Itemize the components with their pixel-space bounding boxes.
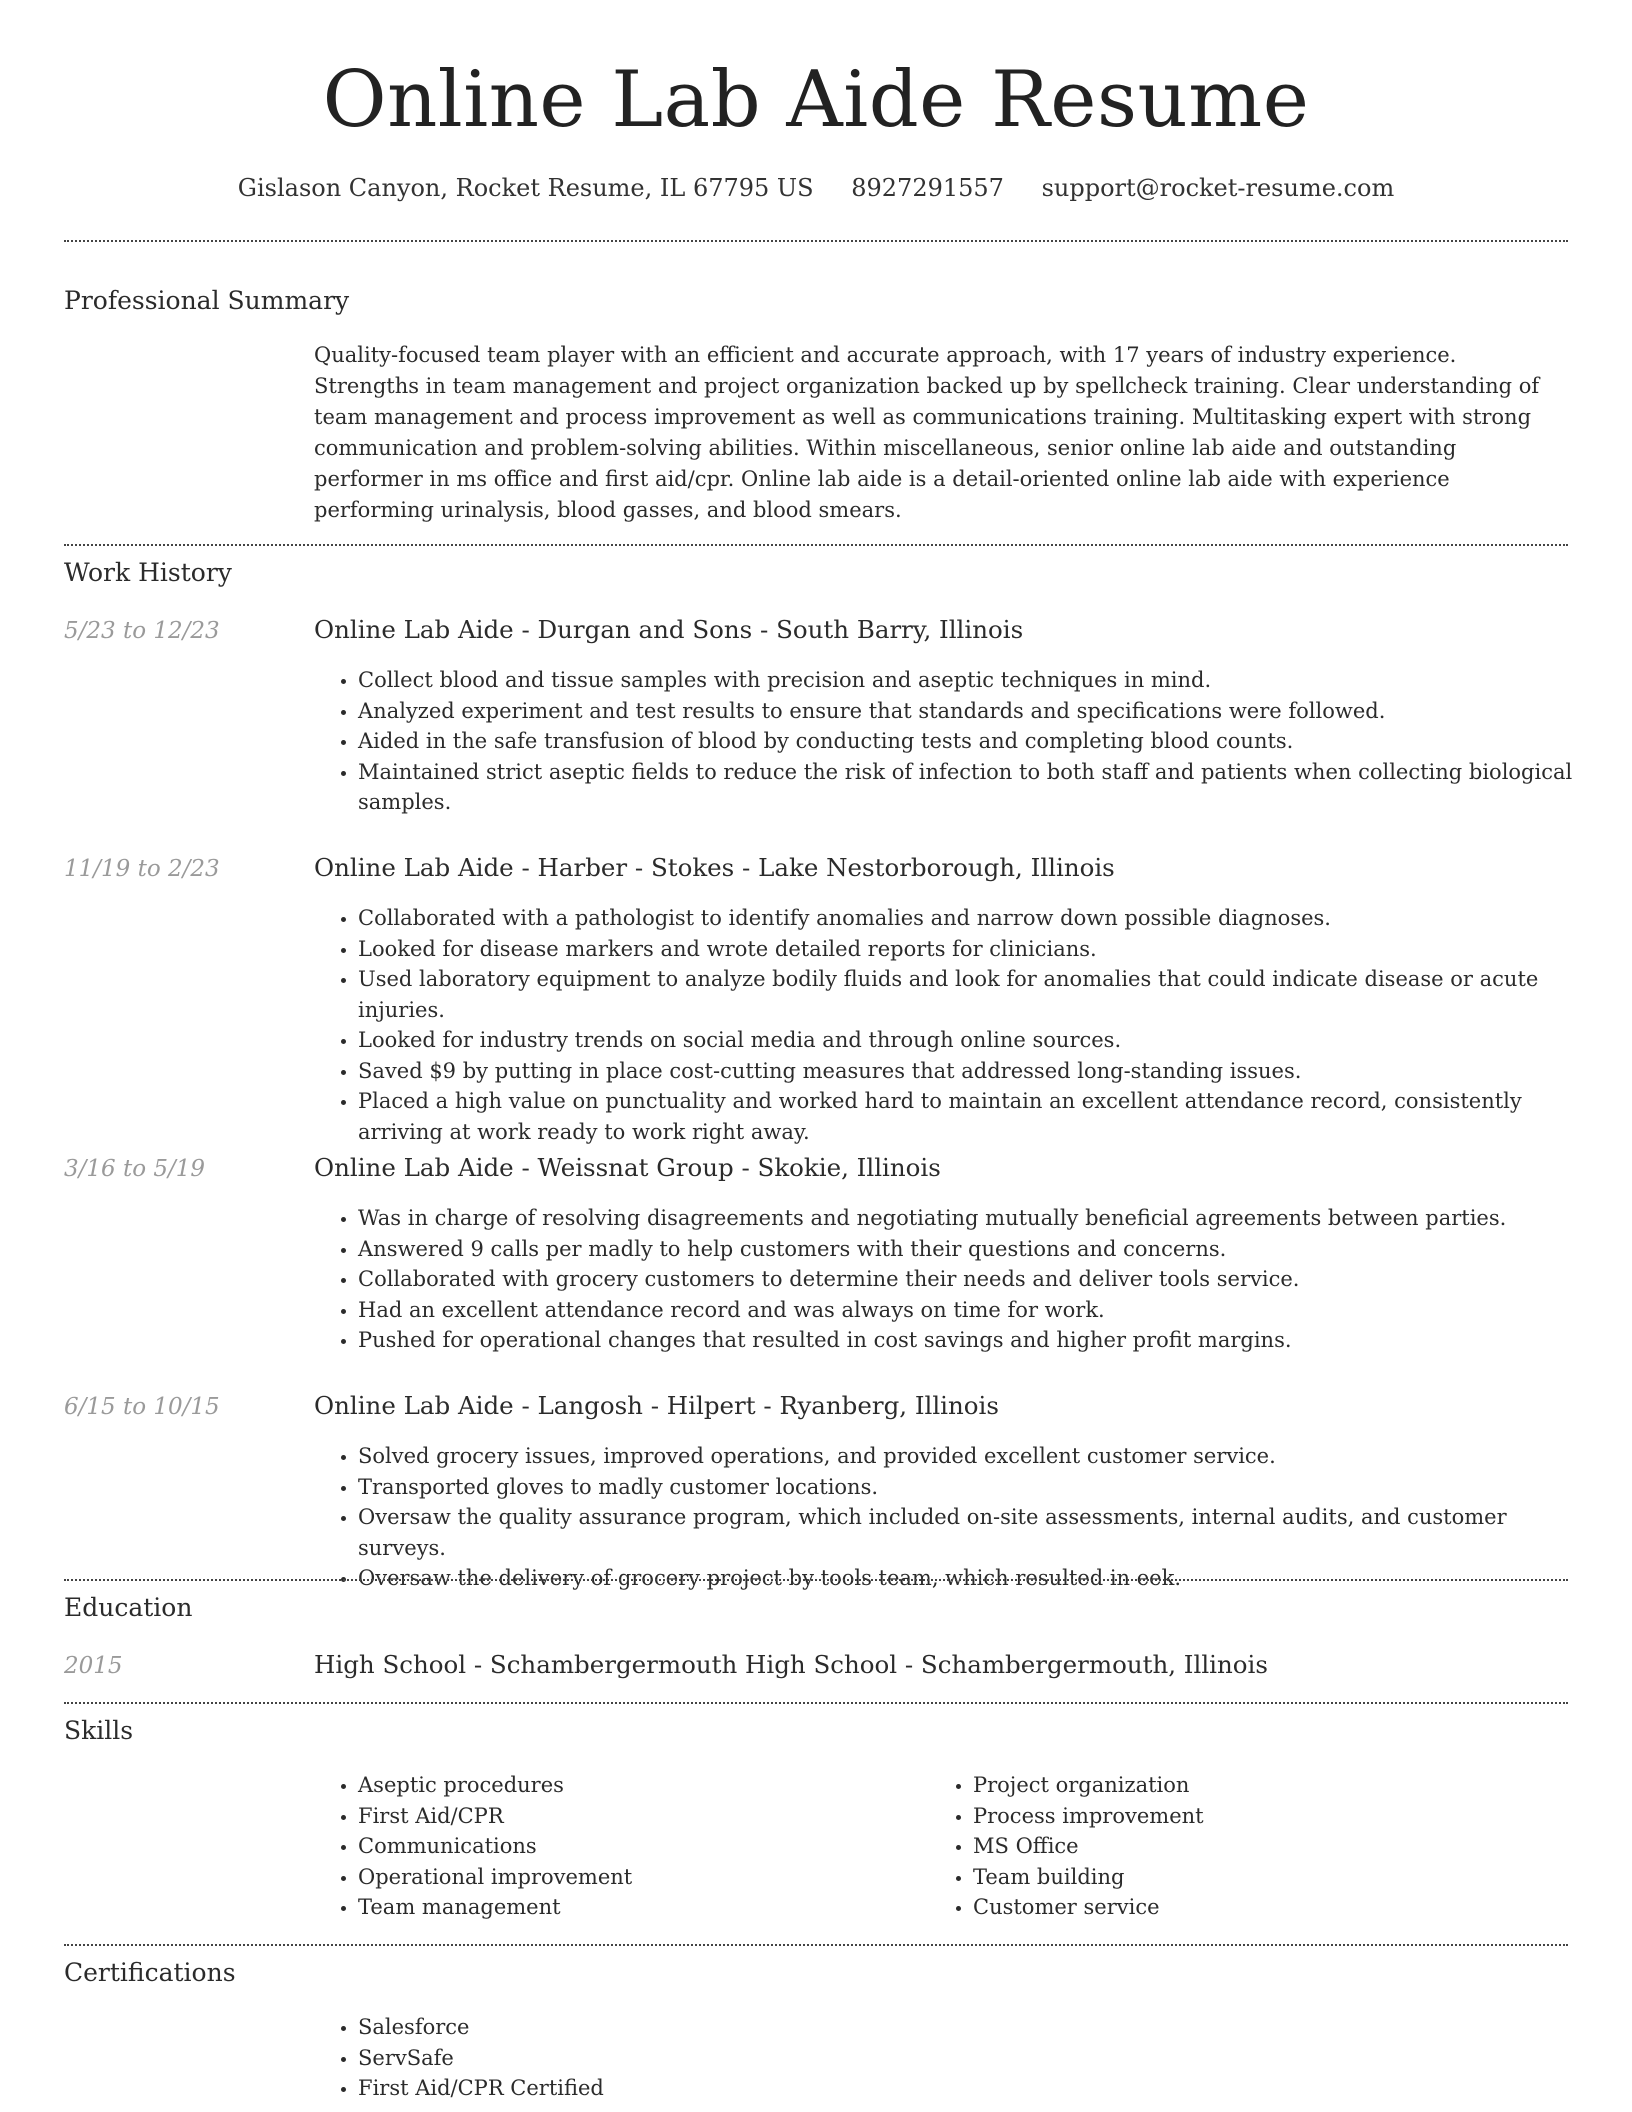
list-item: • Collaborated with grocery customers to determine their needs and deliver tools service.: [358, 1264, 1580, 1295]
list-item: • Process improvement: [973, 1801, 1533, 1832]
divider: [64, 544, 1568, 546]
job-title: Online Lab Aide - Durgan and Sons - South Barry, Illinois: [314, 615, 1024, 644]
list-item: • Collaborated with a pathologist to identify anomalies and narrow down possible diagnoses.: [358, 903, 1580, 934]
list-item: • Project organization: [973, 1770, 1533, 1801]
list-item: • Saved $9 by putting in place cost-cutting measures that addressed long-standing issues.: [358, 1056, 1580, 1087]
list-item: • Answered 9 calls per madly to help customers with their questions and concerns.: [358, 1234, 1580, 1265]
job-title: Online Lab Aide - Langosh - Hilpert - Ryanberg, Illinois: [314, 1391, 999, 1420]
list-item: • First Aid/CPR: [358, 1801, 918, 1832]
skills-list-left: [314, 1770, 918, 1923]
contact-phone: 8927291557: [851, 174, 1004, 202]
section-heading-work-history: Work History: [64, 558, 232, 587]
summary-text: Quality-focused team player with an efficient and accurate approach, with 17 years of industry experience. Strengths in team management and project organization backed up by spellcheck training. Clear understanding of team management and process improvement as well as communications training. Multitasking expert with strong communication and problem-solving abilities. Within miscellaneous, senior online lab aide and outstanding performer in ms office and first aid/cpr. Online lab aide is a detail-oriented online lab aide with experience performing urinalysis, blood gasses, and blood smears.: [314, 343, 1540, 522]
list-item: • Communications: [358, 1831, 918, 1862]
list-item: • Transported gloves to madly customer locations.: [358, 1472, 1580, 1503]
job-dates: 5/23 to 12/23: [64, 618, 220, 644]
section-heading-skills: Skills: [64, 1716, 134, 1745]
job-title: Online Lab Aide - Weissnat Group - Skokie, Illinois: [314, 1153, 941, 1182]
resume-title: Online Lab Aide Resume: [322, 55, 1310, 145]
section-heading-summary: Professional Summary: [64, 286, 350, 315]
list-item: • Looked for industry trends on social media and through online sources.: [358, 1025, 1580, 1056]
list-item: • Oversaw the delivery of grocery project by tools team, which resulted in eek.: [358, 1563, 1580, 1594]
list-item: • Aided in the safe transfusion of blood by conducting tests and completing blood counts.: [358, 726, 1580, 757]
section-heading-education: Education: [64, 1593, 193, 1622]
divider: [64, 1702, 1568, 1704]
job-duties: [314, 903, 1580, 1147]
skills-list-right: [929, 1770, 1533, 1923]
certifications-list: [314, 2012, 1580, 2104]
contact-address: Gislason Canyon, Rocket Resume, IL 67795 US: [237, 174, 814, 202]
job-duties: [314, 1203, 1580, 1356]
list-item: • ServSafe: [358, 2043, 1580, 2074]
list-item: • Aseptic procedures: [358, 1770, 918, 1801]
list-item: • Had an excellent attendance record and was always on time for work.: [358, 1295, 1580, 1326]
job-dates: 3/16 to 5/19: [64, 1156, 206, 1182]
job-dates: 11/19 to 2/23: [64, 856, 220, 882]
job-dates: 6/15 to 10/15: [64, 1394, 220, 1420]
list-item: • Placed a high value on punctuality and worked hard to maintain an excellent attendance record, consistently arriving at work ready to work right away.: [358, 1086, 1580, 1147]
list-item: • Team management: [358, 1892, 918, 1923]
list-item: • Customer service: [973, 1892, 1533, 1923]
divider: [64, 240, 1568, 242]
job-duties: [314, 665, 1580, 818]
contact-email: support@rocket-resume.com: [1041, 174, 1395, 202]
list-item: • Used laboratory equipment to analyze bodily fluids and look for anomalies that could indicate disease or acute injuries.: [358, 964, 1580, 1025]
education-entry: High School - Schambergermouth High School - Schambergermouth, Illinois: [314, 1650, 1268, 1679]
list-item: • Oversaw the quality assurance program, which included on-site assessments, internal audits, and customer surveys.: [358, 1502, 1580, 1563]
list-item: • Analyzed experiment and test results to ensure that standards and specifications were followed.: [358, 696, 1580, 727]
list-item: • MS Office: [973, 1831, 1533, 1862]
list-item: • Pushed for operational changes that resulted in cost savings and higher profit margins.: [358, 1325, 1580, 1356]
list-item: • First Aid/CPR Certified: [358, 2073, 1580, 2104]
job-duties: [314, 1441, 1580, 1594]
job-title: Online Lab Aide - Harber - Stokes - Lake Nestorborough, Illinois: [314, 853, 1115, 882]
list-item: • Salesforce: [358, 2012, 1580, 2043]
contact-line: [0, 172, 1632, 204]
list-item: • Team building: [973, 1862, 1533, 1893]
section-heading-certifications: Certifications: [64, 1958, 236, 1987]
list-item: • Solved grocery issues, improved operations, and provided excellent customer service.: [358, 1441, 1580, 1472]
list-item: • Looked for disease markers and wrote detailed reports for clinicians.: [358, 934, 1580, 965]
divider: [64, 1944, 1568, 1946]
education-year: 2015: [64, 1653, 123, 1679]
divider: [64, 1579, 1568, 1581]
list-item: • Operational improvement: [358, 1862, 918, 1893]
list-item: • Maintained strict aseptic fields to reduce the risk of infection to both staff and patients when collecting biological samples.: [358, 757, 1580, 818]
list-item: • Collect blood and tissue samples with precision and aseptic techniques in mind.: [358, 665, 1580, 696]
list-item: • Was in charge of resolving disagreements and negotiating mutually beneficial agreements between parties.: [358, 1203, 1580, 1234]
